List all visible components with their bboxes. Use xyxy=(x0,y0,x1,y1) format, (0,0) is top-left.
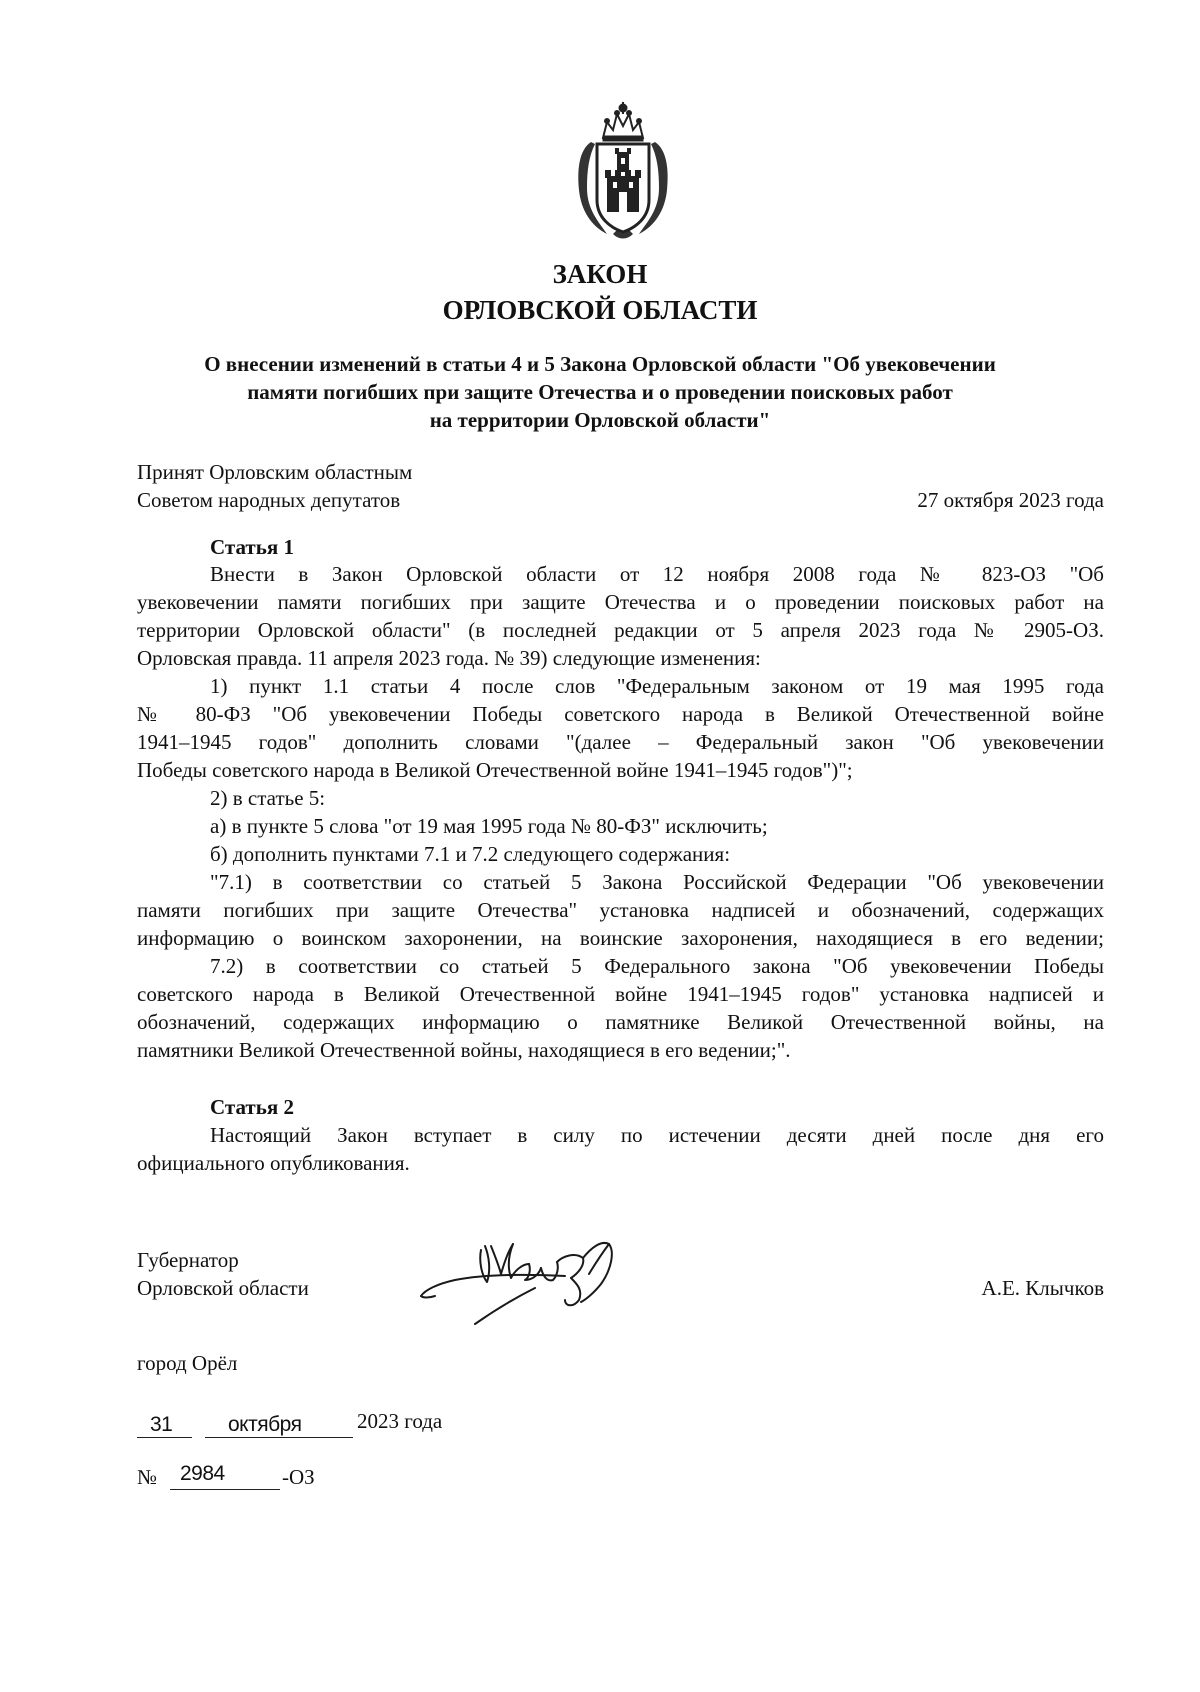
day-underline xyxy=(137,1437,192,1438)
article-1-line: а) в пункте 5 слова "от 19 мая 1995 года № 80-ФЗ" исключить; xyxy=(210,814,768,838)
coat-of-arms-icon xyxy=(573,100,673,242)
law-heading-line-1: О внесении изменений в статьи 4 и 5 Закона Орловской области "Об увековечении xyxy=(204,352,996,376)
law-number-suffix: -ОЗ xyxy=(282,1465,315,1489)
handwritten-signature-icon xyxy=(415,1230,635,1340)
article-1-line: территории Орловской области" (в последней редакции от 5 апреля 2023 года № 2905-ОЗ. xyxy=(137,618,1104,642)
article-1-line: информацию о воинском захоронении, на воинские захоронения, находящиеся в его ведении; xyxy=(137,926,1104,950)
article-1-line: Орловская правда. 11 апреля 2023 года. № 39) следующие изменения: xyxy=(137,646,761,670)
article-1-line: советского народа в Великой Отечественной войне 1941–1945 годов" установка надписей и xyxy=(137,982,1104,1006)
number-underline xyxy=(170,1489,280,1490)
article-2-line: официального опубликования. xyxy=(137,1151,410,1175)
article-1-line: увековечении памяти погибших при защите Отечества и о проведении поисковых работ на xyxy=(137,590,1104,614)
article-1-line: "7.1) в соответствии со статьей 5 Закона Российской Федерации "Об увековечении xyxy=(210,870,1104,894)
article-1-title: Статья 1 xyxy=(210,535,294,559)
article-2-title: Статья 2 xyxy=(210,1095,294,1119)
adoption-date: 27 октября 2023 года xyxy=(917,488,1104,512)
article-1-line: Победы советского народа в Великой Отечественной войне 1941–1945 годов")"; xyxy=(137,758,853,782)
signing-month: октября xyxy=(228,1413,302,1436)
article-1-line: б) дополнить пунктами 7.1 и 7.2 следующего содержания: xyxy=(210,842,731,866)
article-1-line: 2) в статье 5: xyxy=(210,786,326,810)
signer-position-line-1: Губернатор xyxy=(137,1248,239,1272)
adopted-by-line-2: Советом народных депутатов xyxy=(137,488,401,512)
document-type-title: ЗАКОН xyxy=(552,259,648,289)
document-issuer-title: ОРЛОВСКОЙ ОБЛАСТИ xyxy=(442,295,758,325)
month-underline xyxy=(205,1437,353,1438)
article-1-line: Внести в Закон Орловской области от 12 ноября 2008 года № 823-ОЗ "Об xyxy=(210,562,1104,586)
signer-name: А.Е. Клычков xyxy=(981,1276,1104,1300)
article-1-line: № 80-ФЗ "Об увековечении Победы советского народа в Великой Отечественной войне xyxy=(137,702,1104,726)
article-1-line: 1941–1945 годов" дополнить словами "(далее – Федеральный закон "Об увековечении xyxy=(137,730,1104,754)
adopted-by-line-1: Принят Орловским областным xyxy=(137,460,413,484)
article-1-line: памяти погибших при защите Отечества" установка надписей и обозначений, содержащих xyxy=(137,898,1104,922)
signing-city: город Орёл xyxy=(137,1351,238,1375)
law-heading-line-2: памяти погибших при защите Отечества и о проведении поисковых работ xyxy=(247,380,953,404)
article-1-line: обозначений, содержащих информацию о памятнике Великой Отечественной войны, на xyxy=(137,1010,1104,1034)
law-number-value: 2984 xyxy=(180,1462,225,1485)
signing-year: 2023 года xyxy=(357,1409,443,1433)
law-number-prefix: № xyxy=(137,1465,158,1489)
article-1-line: 1) пункт 1.1 статьи 4 после слов "Федеральным законом от 19 мая 1995 года xyxy=(210,674,1104,698)
signing-day: 31 xyxy=(150,1413,173,1436)
article-2-line: Настоящий Закон вступает в силу по истечении десяти дней после дня его xyxy=(210,1123,1104,1147)
article-1-line: 7.2) в соответствии со статьей 5 Федерального закона "Об увековечении Победы xyxy=(210,954,1104,978)
article-1-line: памятники Великой Отечественной войны, находящиеся в его ведении;". xyxy=(137,1038,791,1062)
law-heading-line-3: на территории Орловской области" xyxy=(429,408,771,432)
signer-position-line-2: Орловской области xyxy=(137,1276,309,1300)
